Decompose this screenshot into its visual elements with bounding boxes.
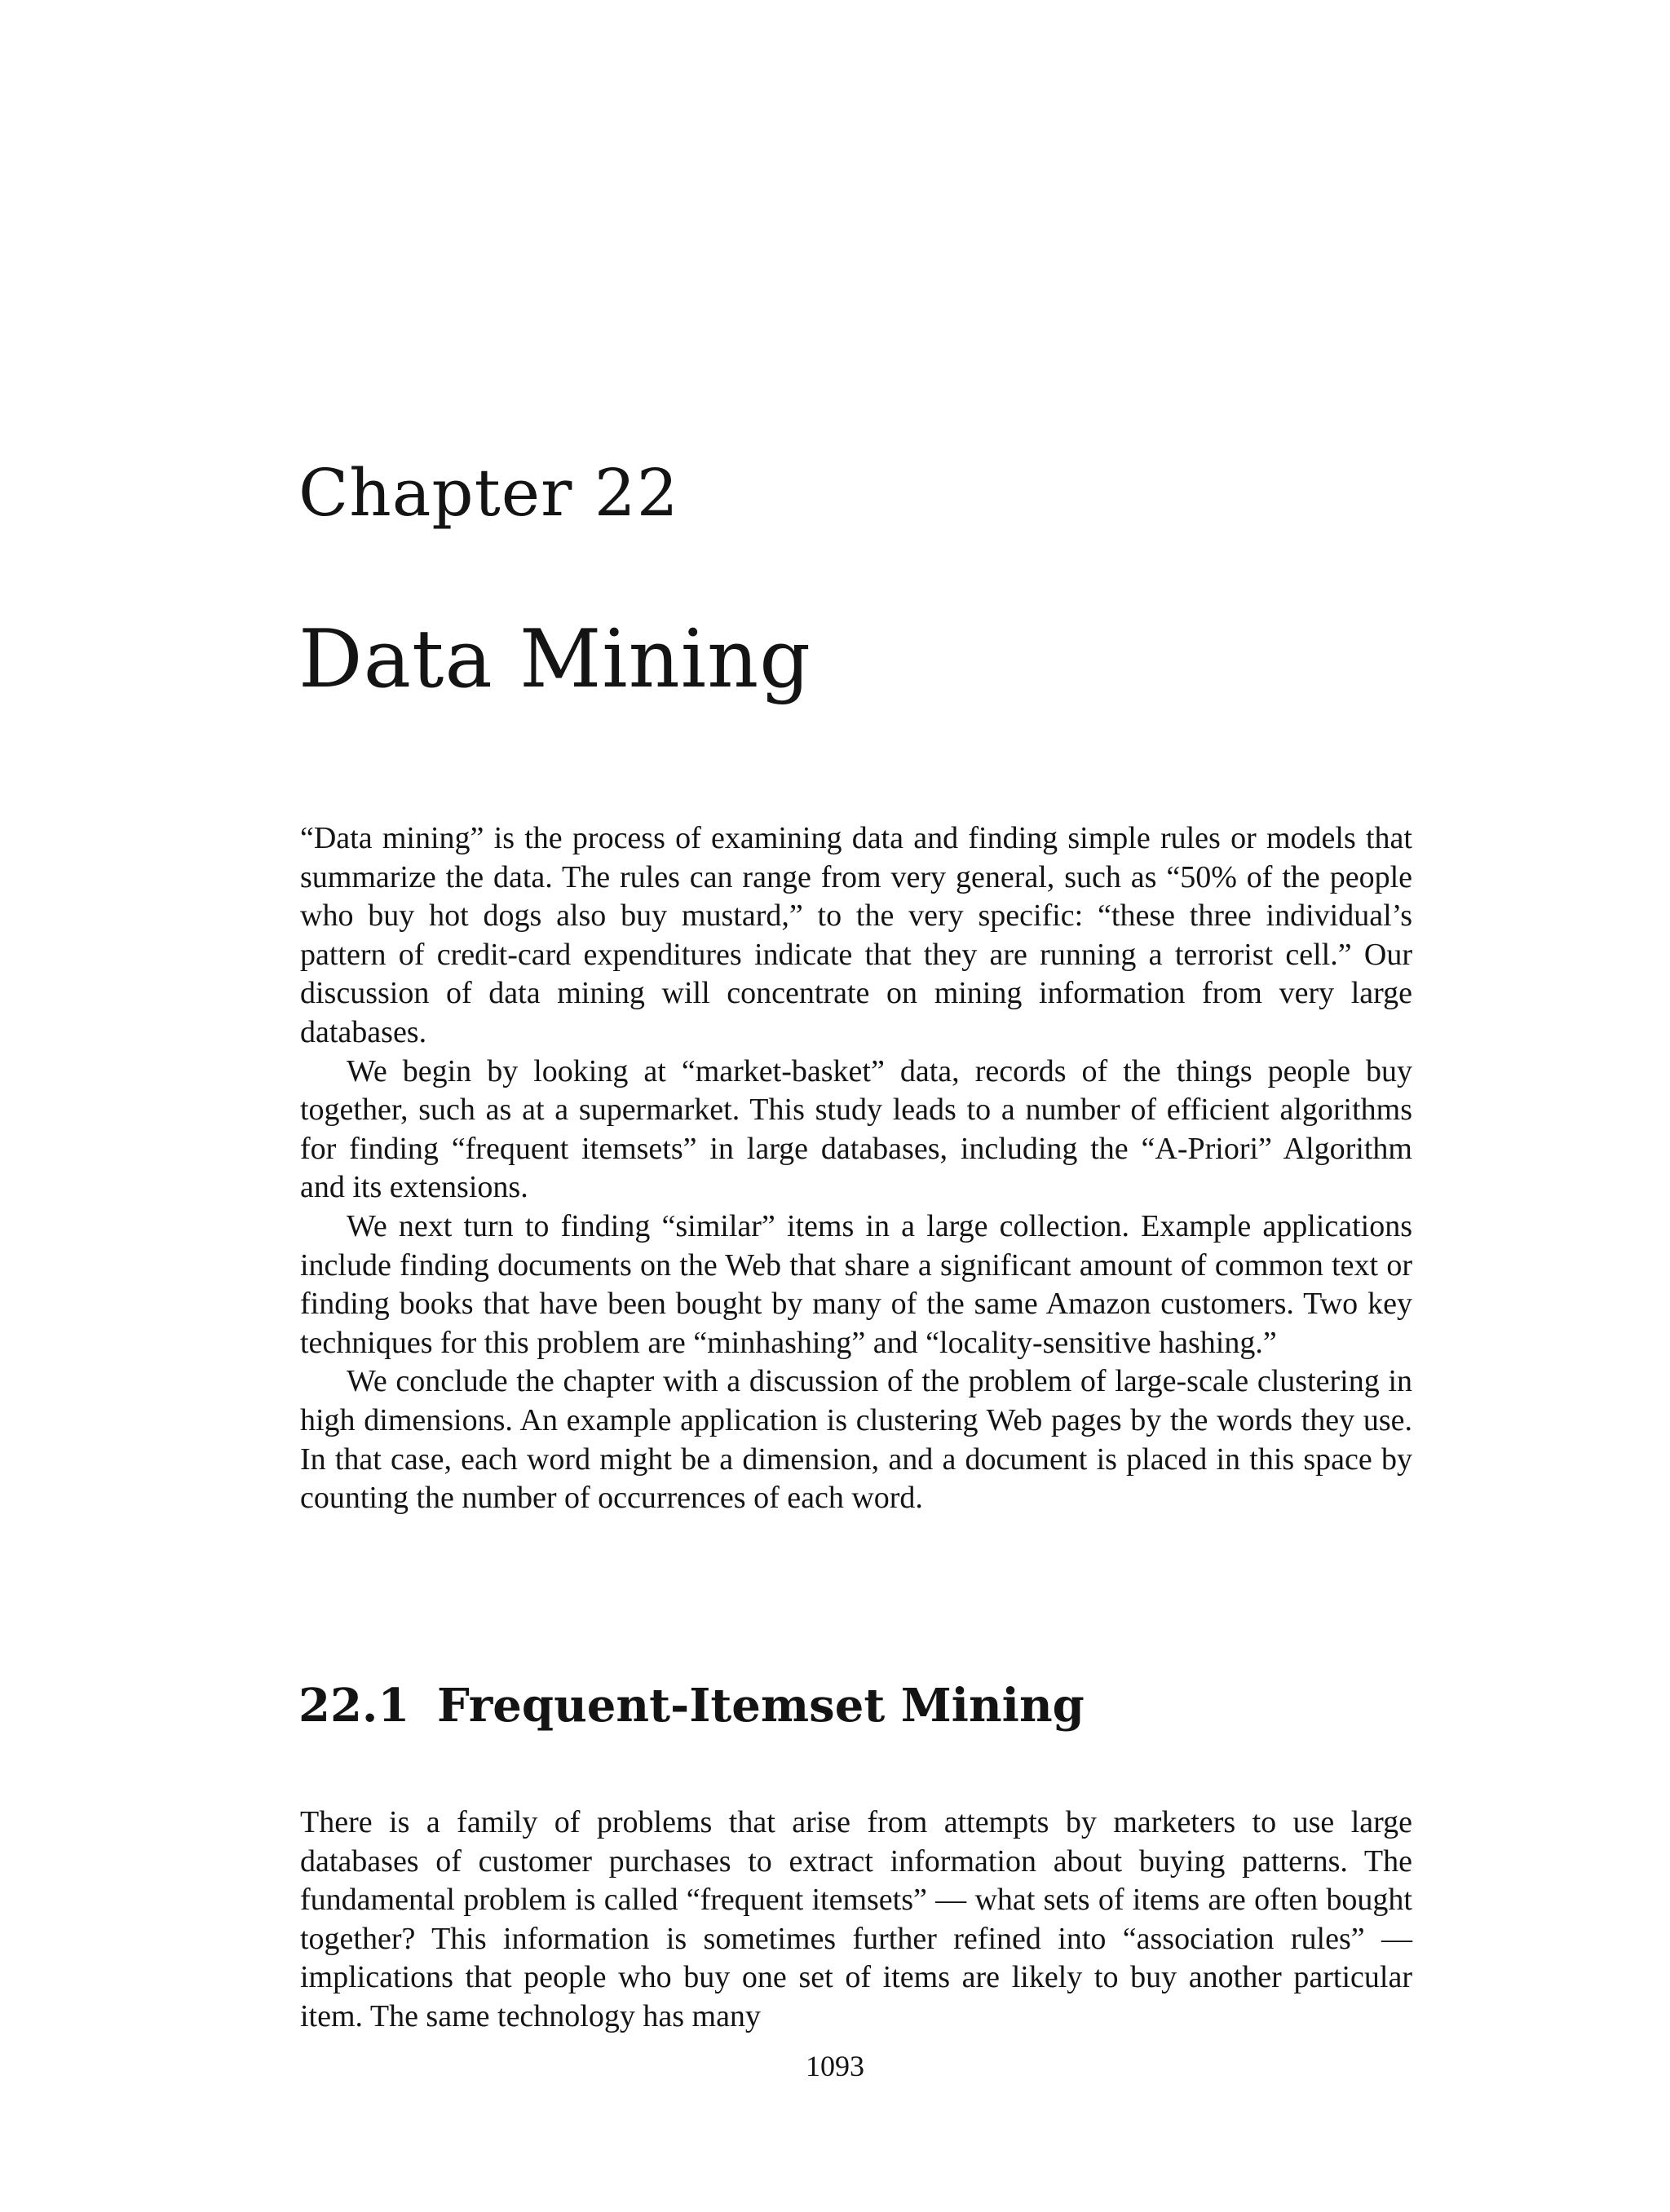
intro-paragraph: We conclude the chapter with a discussion of the problem of large-scale clustering in high dimensions. An example application is clustering Web pages by the words they use. In that case, each word might be a dimension, and a document is placed in this space by counting the number of occurrences of each word. bbox=[300, 1364, 1412, 1516]
chapter-title: Data Mining bbox=[298, 613, 811, 706]
page-number: 1093 bbox=[806, 2050, 864, 2082]
section-heading bbox=[298, 1677, 1085, 1734]
section-title: Frequent-Itemset Mining bbox=[437, 1679, 1085, 1733]
intro-paragraph: We begin by looking at “market-basket” data, records of the things people buy together, such as at a supermarket. This study leads to a number of efficient algorithms for finding “frequent itemsets” in large databases, including the “A-Priori” Algorithm and its extensions. bbox=[300, 1053, 1412, 1205]
chapter-introduction bbox=[300, 819, 1412, 1518]
section-body-paragraph: There is a family of problems that arise from attempts by marketers to use large databases of customer purchases to extract information about buying patterns. The fundamental problem is called “frequent itemsets” — what sets of items are often bought together? This information is sometimes further refined into “association rules” — implications that people who buy one set of items are likely to buy another particular item. The same technology has many bbox=[300, 1805, 1412, 2033]
chapter-label: Chapter 22 bbox=[298, 455, 679, 531]
section-number: 22.1 bbox=[298, 1679, 410, 1733]
intro-paragraph: We next turn to finding “similar” items in a large collection. Example applications include finding documents on the Web that share a significant amount of common text or finding books that have been bought by many of the same Amazon customers. Two key techniques for this problem are “minhashing” and “locality-sensitive hashing.” bbox=[300, 1208, 1412, 1360]
intro-paragraph: “Data mining” is the process of examining data and finding simple rules or models that summarize the data. The rules can range from very general, such as “50% of the people who buy hot dogs also buy mustard,” to the very specific: “these three individual’s pattern of credit-card expenditures indicate that they are running a terrorist cell.” Our discussion of data mining will concentrate on mining information from very large databases. bbox=[300, 821, 1412, 1049]
